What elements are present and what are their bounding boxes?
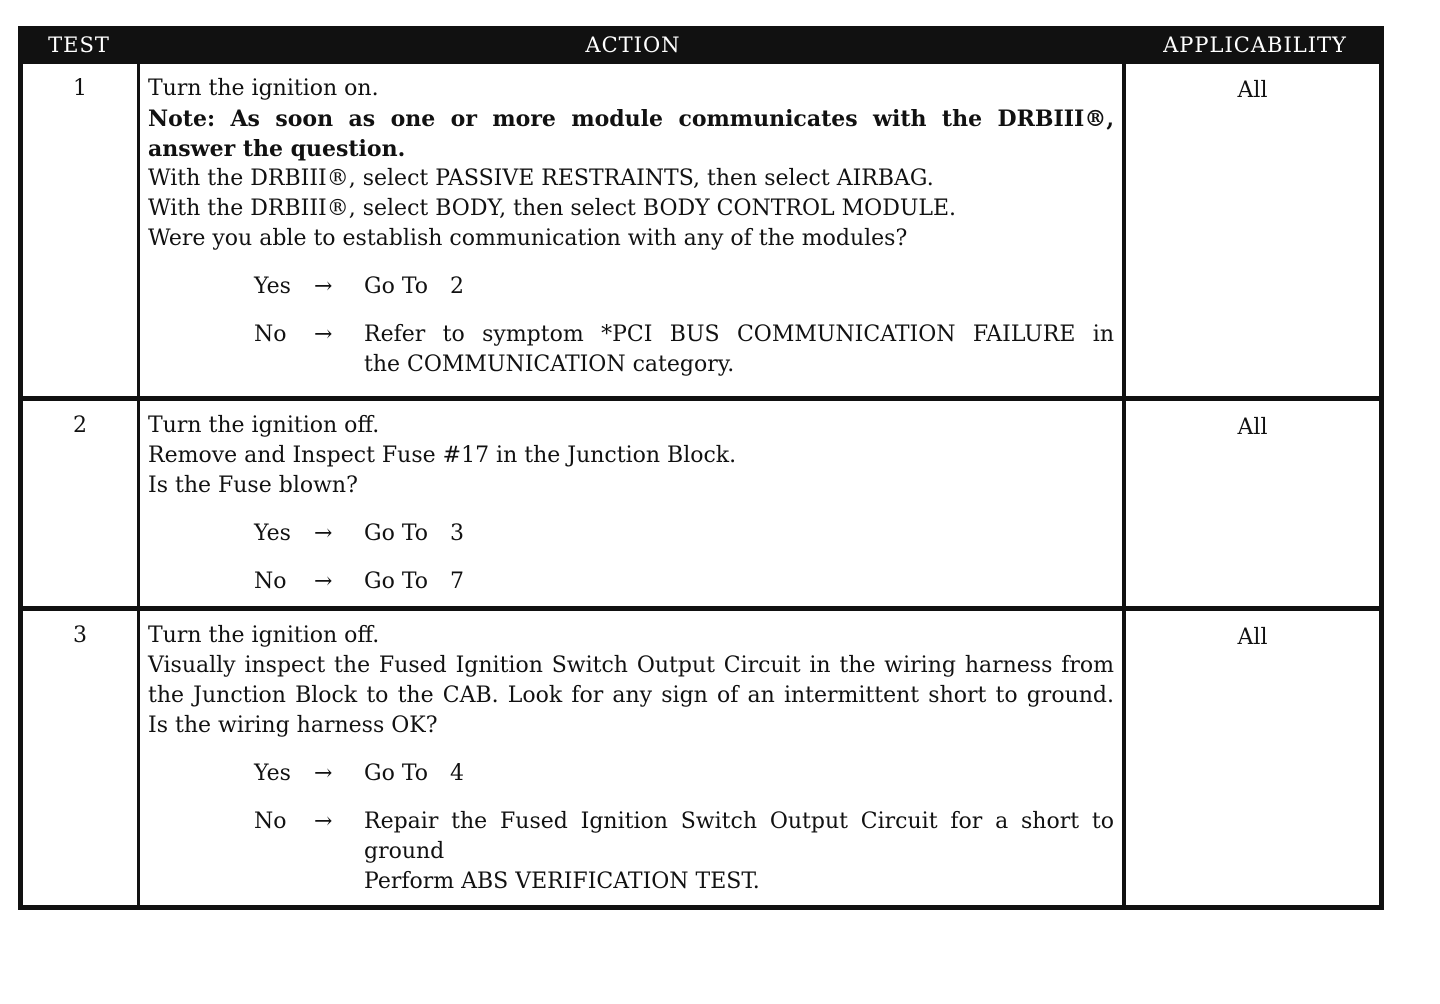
table-row <box>18 64 1384 396</box>
header-test: TEST <box>18 26 140 64</box>
goto-number: 4 <box>450 761 465 786</box>
action-line: Turn the ignition on. <box>148 76 379 101</box>
note-line: answer the question. <box>148 136 406 162</box>
note-line: Note: As soon as one or more module communicates with the DRBIII®, <box>148 106 1114 132</box>
no-label: No <box>254 322 287 347</box>
right-arrow-icon: → <box>314 761 333 786</box>
right-arrow-icon: → <box>314 322 333 347</box>
applicability-value: All <box>1126 64 1384 396</box>
no-label: No <box>254 809 287 834</box>
no-result <box>364 320 1114 380</box>
no-branch <box>254 807 1114 897</box>
yes-branch <box>254 519 1114 549</box>
header-applicability: APPLICABILITY <box>1126 26 1384 64</box>
goto-label: Go To <box>364 274 429 299</box>
goto-number: 2 <box>450 274 465 299</box>
goto-number: 3 <box>450 521 465 546</box>
yes-result <box>364 759 1114 789</box>
no-result-line: the COMMUNICATION category. <box>364 352 735 377</box>
action-cell <box>140 606 1126 910</box>
question-line: Is the Fuse blown? <box>148 473 358 498</box>
action-line: Turn the ignition off. <box>148 623 380 648</box>
action-line: Turn the ignition off. <box>148 413 380 438</box>
yes-branch <box>254 759 1114 789</box>
diagnostic-test-table-frame <box>18 26 1384 910</box>
action-cell <box>140 396 1126 606</box>
goto-label: Go To <box>364 569 429 594</box>
question-line: Is the wiring harness OK? <box>148 713 438 738</box>
no-branch <box>254 320 1114 380</box>
table-header-row <box>18 26 1384 64</box>
no-result-line: Perform ABS VERIFICATION TEST. <box>364 869 760 894</box>
goto-label: Go To <box>364 521 429 546</box>
action-line: the Junction Block to the CAB. Look for any sign of an intermittent short to ground. <box>148 683 1114 708</box>
no-result <box>364 567 1114 597</box>
yes-label: Yes <box>254 274 291 299</box>
no-branch <box>254 567 1114 597</box>
yes-result <box>364 519 1114 549</box>
yes-result <box>364 272 1114 302</box>
no-result-line: Refer to symptom *PCI BUS COMMUNICATION FAILURE in <box>364 322 1114 347</box>
yes-label: Yes <box>254 761 291 786</box>
no-result-line: Repair the Fused Ignition Switch Output Circuit for a short to <box>364 809 1114 834</box>
table-row <box>18 606 1384 910</box>
table-row <box>18 396 1384 606</box>
question-line: Were you able to establish communication with any of the modules? <box>148 226 908 251</box>
right-arrow-icon: → <box>314 809 333 834</box>
test-number: 3 <box>18 606 140 910</box>
right-arrow-icon: → <box>314 569 333 594</box>
action-cell <box>140 64 1126 396</box>
goto-number: 7 <box>450 569 465 594</box>
right-arrow-icon: → <box>314 274 333 299</box>
test-number: 2 <box>18 396 140 606</box>
action-line: Visually inspect the Fused Ignition Switch Output Circuit in the wiring harness from <box>148 653 1114 678</box>
applicability-value: All <box>1126 396 1384 606</box>
action-line: Remove and Inspect Fuse #17 in the Junction Block. <box>148 443 737 468</box>
no-result-line: ground <box>364 839 445 864</box>
goto-label: Go To <box>364 761 429 786</box>
action-line: With the DRBIII®, select PASSIVE RESTRAINTS, then select AIRBAG. <box>148 166 934 191</box>
no-result <box>364 807 1114 897</box>
header-action: ACTION <box>140 26 1126 64</box>
test-number: 1 <box>18 64 140 396</box>
action-line: With the DRBIII®, select BODY, then select BODY CONTROL MODULE. <box>148 196 957 221</box>
yes-branch <box>254 272 1114 302</box>
right-arrow-icon: → <box>314 521 333 546</box>
no-label: No <box>254 569 287 594</box>
applicability-value: All <box>1126 606 1384 910</box>
diagnostic-test-table <box>18 26 1384 910</box>
yes-label: Yes <box>254 521 291 546</box>
